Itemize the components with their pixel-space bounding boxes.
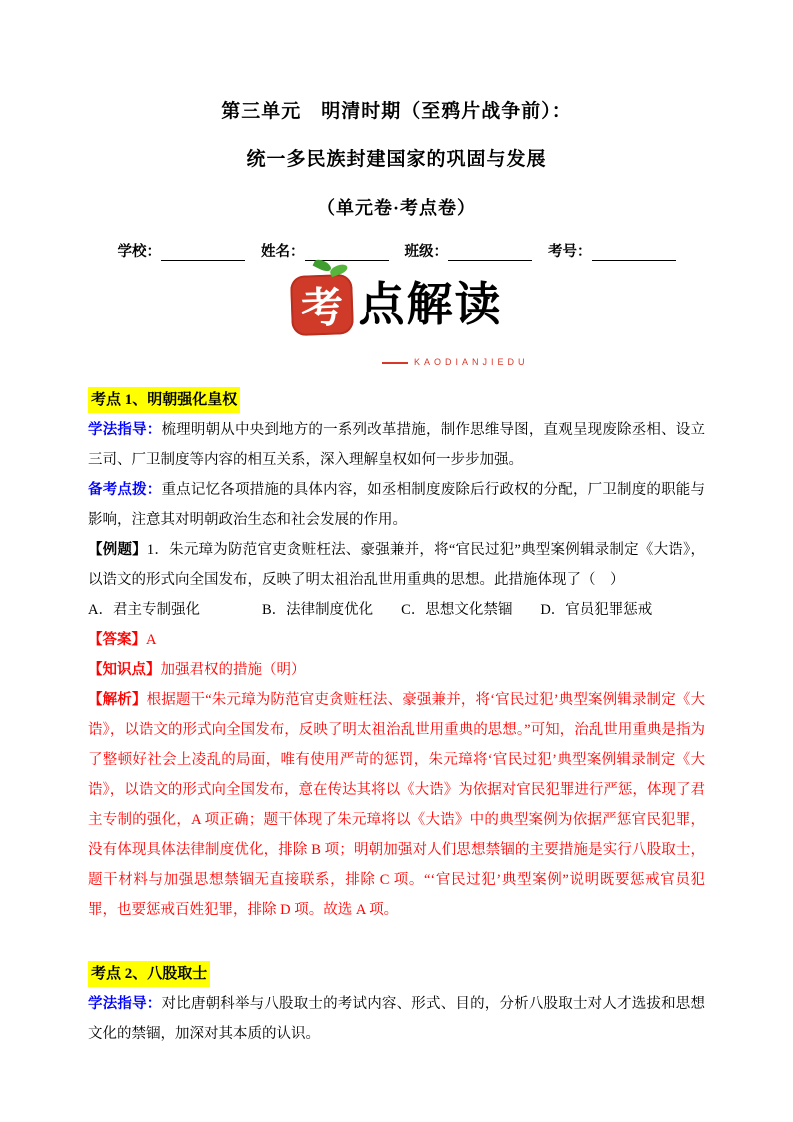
logo-row: [247, 275, 547, 335]
section-1: [88, 379, 705, 925]
school-label: 学校：: [117, 244, 161, 260]
knowledge-point-label: 【知识点】: [88, 662, 161, 678]
knowledge-point-line: [88, 655, 705, 685]
example-label: 【例题】: [88, 542, 147, 558]
example-question: [88, 535, 705, 595]
answer-options: [88, 595, 705, 625]
section-2-heading: 考点 2、八股取士: [88, 961, 210, 987]
prep-tips-label: 备考点拨：: [88, 482, 162, 498]
student-info-line: [88, 240, 705, 261]
paper-type-title: （单元卷·考点卷）: [316, 198, 476, 218]
section-2: [88, 925, 705, 1049]
name-label: 姓名：: [261, 244, 305, 260]
option-a: A．君主专制强化: [88, 602, 200, 618]
option-c: C．思想文化禁锢: [401, 602, 513, 618]
seal-character: 考: [299, 285, 344, 333]
prep-tips-text: 重点记忆各项措施的具体内容，如丞相制度废除后行政权的分配，厂卫制度的职能与影响，注意其对明朝政治生态和社会发展的作用。: [88, 482, 706, 528]
unit-title-line2: 统一多民族封建国家的巩固与发展: [246, 149, 547, 170]
analysis-paragraph: [88, 685, 705, 925]
section-1-study-guide: [88, 415, 705, 475]
answer-value: A: [146, 632, 157, 648]
study-guide-text: 梳理明朝从中央到地方的一系列改革措施，制作思维导图，直观呈现废除丞相、设立三司、厂卫制度等内容的相互关系，深入理解皇权如何一步步加强。: [88, 422, 706, 468]
class-label: 班级：: [404, 244, 448, 260]
unit-title-line1: 第三单元 明清时期（至鸦片战争前）：: [221, 101, 572, 122]
study-guide-label: 学法指导：: [88, 422, 162, 438]
answer-line: [88, 625, 705, 655]
logo-title-text: 点解读: [358, 279, 503, 330]
study-guide-text: 对比唐朝科举与八股取士的考试内容、形式、目的，分析八股取士对人才选拔和思想文化的禁锢，加深对其本质的认识。: [88, 996, 706, 1042]
document-content: [88, 379, 705, 1049]
study-guide-label: 学法指导：: [88, 996, 162, 1012]
option-d: D．官员犯罪惩戒: [540, 602, 653, 618]
knowledge-point-text: 加强君权的措施（明）: [160, 662, 306, 678]
exam-id-blank-line: [592, 246, 676, 261]
section-2-study-guide: [88, 989, 705, 1049]
kaodianjiedu-logo: [247, 275, 547, 373]
exam-id-label: 考号：: [548, 244, 592, 260]
option-b: B．法律制度优化: [261, 602, 374, 618]
section-1-heading: 考点 1、明朝强化皇权: [88, 387, 240, 413]
red-seal-icon: [289, 274, 353, 336]
logo-caption: KAODIANJIEDU: [382, 357, 529, 367]
school-blank-line: [161, 246, 245, 261]
section-1-prep-tips: [88, 475, 705, 535]
analysis-text: 根据题干“朱元璋为防范官吏贪赃枉法、豪强兼并，将‘官民过犯’典型案例辑录制定《大诰》，以诰文的形式向全国发布，反映了明太祖治乱世用重典的思想。”可知，治乱世用重典是指为了整顿好社会上凌乱的局面，唯有使用严苛的惩罚，朱元璋将‘官民过犯’典型案例辑录制定《大诰》，以诰文的形式向全国发布，意在传达其将以《大诰》为依据对官民犯罪进行严惩，体现了君主专制的强化，A 项正确；题干体现了朱元璋将以《大诰》中的典型案例为依据严惩官民犯罪，没有体现具体法律制度优化，排除 B 项；明朝加强对人们思想禁锢的主要措施是实行八股取士，题干材料与加强思想禁锢无直接联系，排除 C 项。“‘官民过犯’典型案例”说明既要惩戒官员犯罪，也要惩戒百姓犯罪，排除 D 项。故选 A 项。: [88, 692, 706, 918]
class-blank-line: [448, 246, 532, 261]
example-text: 1．朱元璋为防范官吏贪赃枉法、豪强兼并，将“官民过犯”典型案例辑录制定《大诰》，以诰文的形式向全国发布，反映了明太祖治乱世用重典的思想。此措施体现了（ ）: [88, 542, 706, 588]
analysis-label: 【解析】: [88, 692, 147, 708]
answer-label: 【答案】: [88, 632, 146, 648]
